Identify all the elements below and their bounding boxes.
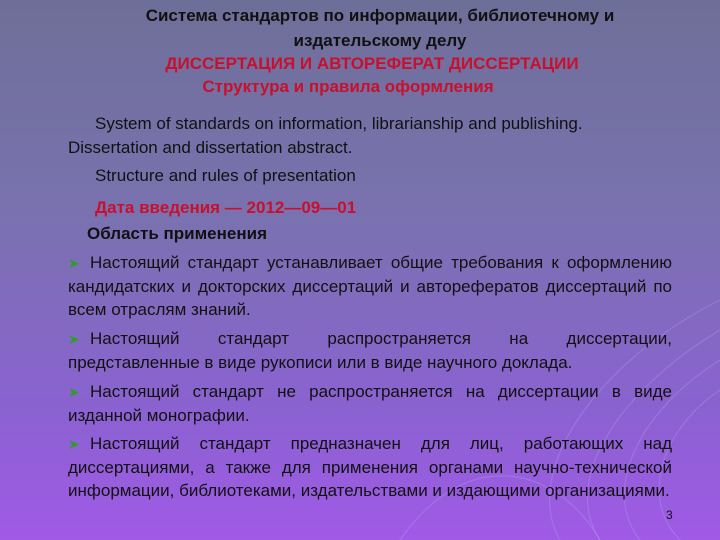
english-title-line1: System of standards on information, librarianship and publishing. — [95, 114, 583, 133]
list-item-text: Настоящий стандарт предназначен для лиц, работающих над диссертациями, а также для применения органами научно-технической информации, библиотеками, издательствами и издающими организациями. — [68, 434, 672, 500]
page-number: 3 — [666, 508, 673, 522]
header-document-title: ДИССЕРТАЦИЯ И АВТОРЕФЕРАТ ДИССЕРТАЦИИ — [165, 54, 579, 73]
list-item — [68, 380, 672, 427]
arrowhead-bullet-icon: ➤ — [68, 384, 80, 400]
list-item — [68, 327, 672, 374]
introduction-date: Дата введения — 2012—09—01 — [95, 198, 357, 217]
arrowhead-bullet-icon: ➤ — [68, 255, 80, 271]
header-subtitle: Структура и правила оформления — [202, 77, 494, 96]
list-item-text: Настоящий стандарт распространяется на диссертации, представленные в виде рукописи или в виде научного доклада. — [68, 329, 672, 372]
header-title-line1: Система стандартов по информации, библиотечному и — [145, 6, 615, 25]
list-item-text: Настоящий стандарт устанавливает общие требования к оформлению кандидатских и докторских диссертаций и авторефератов диссертаций по всем отраслям знаний. — [68, 253, 672, 319]
header-title-line2: издательскому делу — [293, 31, 467, 50]
list-item — [68, 251, 672, 321]
english-title-line2: Dissertation and dissertation abstract. — [68, 138, 353, 157]
list-item-text: Настоящий стандарт не распространяется на диссертации в виде изданной монографии. — [68, 382, 672, 425]
list-item — [68, 432, 672, 502]
arrowhead-bullet-icon: ➤ — [68, 436, 80, 452]
english-title-line3: Structure and rules of presentation — [95, 166, 356, 185]
scope-heading: Область применения — [87, 224, 268, 243]
arrowhead-bullet-icon: ➤ — [68, 331, 80, 347]
